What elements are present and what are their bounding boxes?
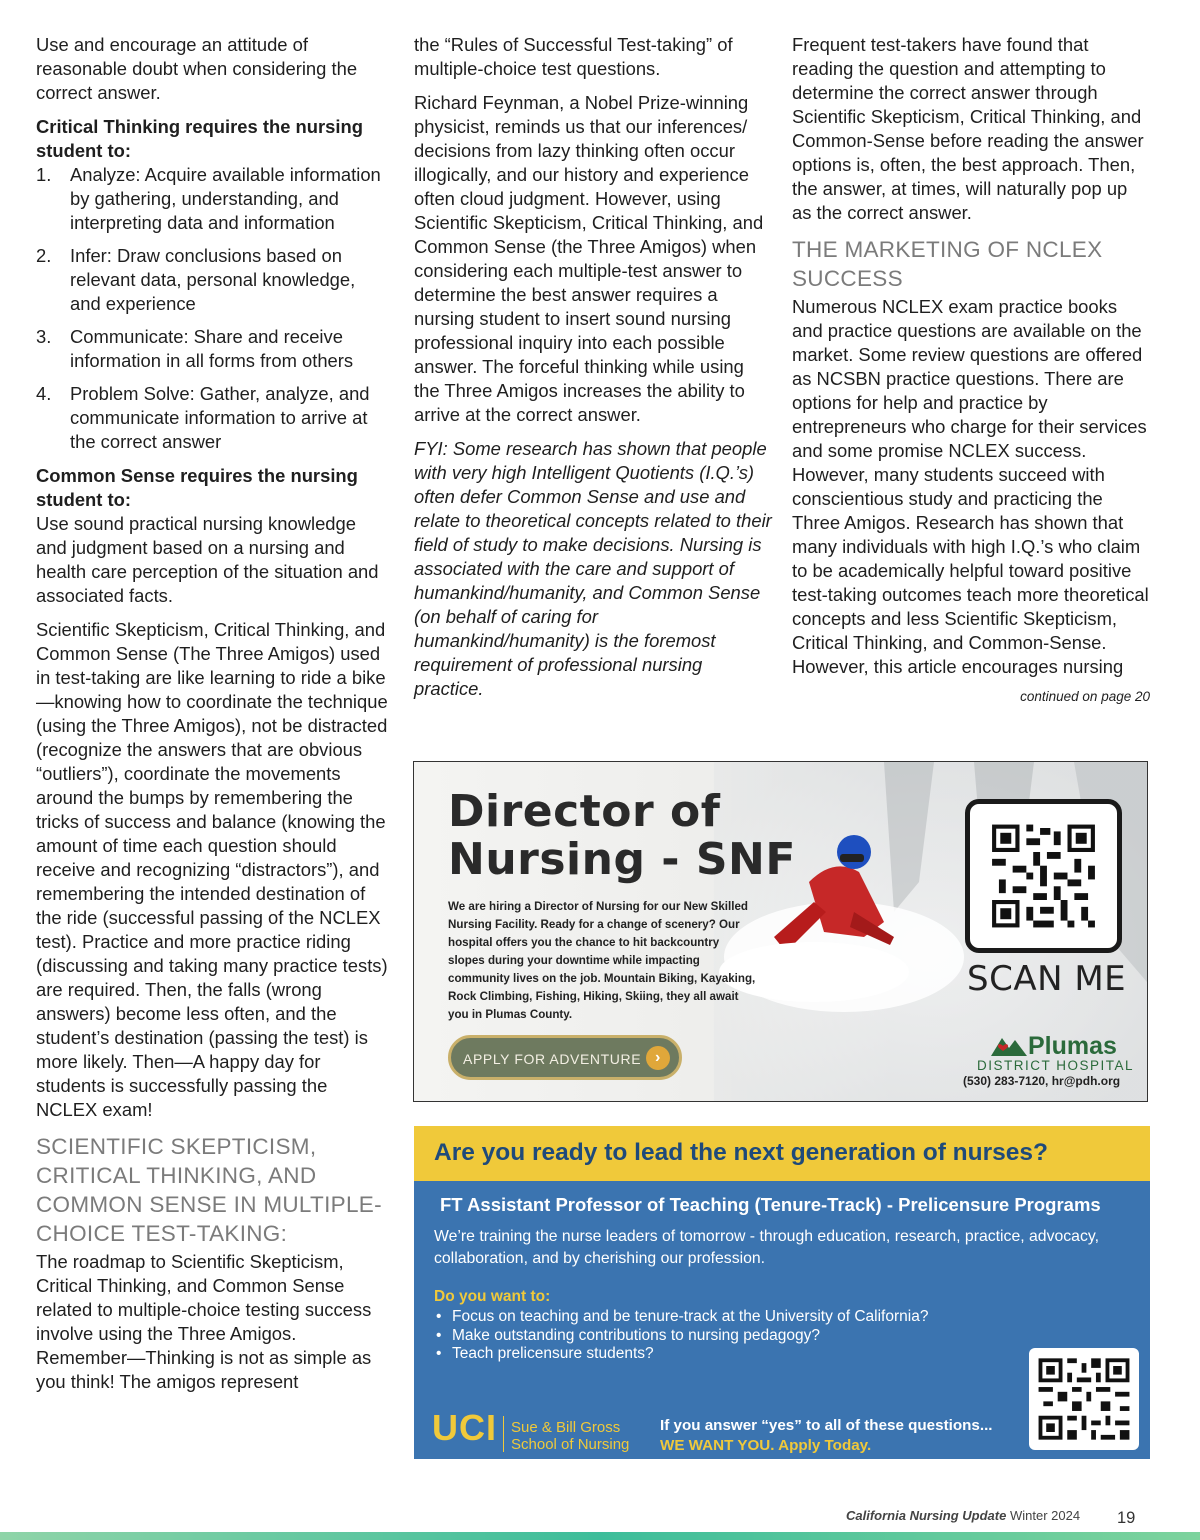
uci-qr-code[interactable] — [1029, 1348, 1139, 1450]
do-you-want-heading: Do you want to: — [434, 1288, 551, 1305]
critical-thinking-heading: Critical Thinking requires the nursing student to: — [36, 116, 363, 161]
bike-paragraph: Scientific Skepticism, Critical Thinking, and Common Sense (The Three Amigos) used in test-taking are like learning to ride a bike—knowing how to coordinate the technique (using the Three Amigos), not be distracted (recognize the answers that are obvious “outliers”), coordinate the movements around the bumps by remembering the tricks of success and balance (knowing the amount of time each question should receive and recognizing “distractors”), and remembering the intended destination of the ride (successful passing of the NCLEX test). Practice and more practice riding (discussing and taking many practice tests) are required. Then, the falls (wrong answers) become less often, and the student’s destination (passing the test) is more likely. Then—A happy day for students is successfully passing the NCLEX exam! — [36, 619, 388, 1120]
uci-logo: UCI — [432, 1407, 497, 1448]
column-3 — [792, 33, 1150, 709]
feynman-paragraph: Richard Feynman, a Nobel Prize-winning physicist, reminds us that our inferences/ decisions from lazy thinking often occur illogically, and our history and experience often cloud judgment. However, using Scientific Skepticism, Critical Thinking, and Common Sense (the Three Amigos) when considering each multiple-test answer to determine the best answer requires a nursing student to insert sound nursing professional inquiry into each possible answer. The forceful thinking while using the Three Amigos increases the ability to arrive at the correct answer. — [414, 92, 764, 425]
plumas-logo-sub: DISTRICT HOSPITAL — [977, 1058, 1135, 1073]
plumas-logo-name: Plumas — [1028, 1032, 1117, 1060]
apply-button-label: APPLY FOR ADVENTURE — [463, 1051, 642, 1067]
chevron-right-icon: › — [646, 1046, 670, 1070]
section-heading: SCIENTIFIC SKEPTICISM, CRITICAL THINKING, AND COMMON SENSE IN MULTIPLE-CHOICE TEST-TAKING: — [36, 1134, 382, 1246]
ad-body: We are hiring a Director of Nursing for our New Skilled Nursing Facility. Ready for a change of scenery? Our hospital offers you the chance to hit backcountry slopes during your downtime while impacting community lives on the job. Mountain Biking, Kayaking, Rock Climbing, Fishing, Hiking, Skiing, they all await you in Plumas County. — [448, 900, 756, 1021]
position-description: We’re training the nurse leaders of tomorrow - through education, research, practice, advocacy, collaboration, and by cherishing our profession. — [434, 1228, 1099, 1267]
school-name: Sue & Bill Gross School of Nursing — [511, 1419, 630, 1453]
qr-code-icon — [970, 804, 1117, 948]
marketing-heading: THE MARKETING OF NCLEX SUCCESS — [792, 237, 1103, 291]
continued-note: continued on page 20 — [1020, 689, 1150, 704]
footer-band — [0, 1532, 1200, 1540]
ad-headline: Are you ready to lead the next generation of nurses? — [434, 1139, 1048, 1166]
list-item: • Make outstanding contributions to nursing pedagogy? — [436, 1326, 820, 1344]
qr-code-icon — [1029, 1348, 1139, 1450]
list-item: • Teach prelicensure students? — [436, 1345, 654, 1362]
position-title: FT Assistant Professor of Teaching (Tenure-Track) - Prelicensure Programs — [440, 1194, 1101, 1215]
scan-me-label: SCAN ME — [967, 959, 1127, 999]
mountain-heart-logo-icon — [991, 1034, 1027, 1056]
footer-publication: California Nursing Update Winter 2024 — [846, 1508, 1081, 1523]
apply-for-adventure-button[interactable] — [448, 1035, 682, 1080]
call-to-action: If you answer “yes” to all of these questions... WE WANT YOU. Apply Today. — [660, 1417, 993, 1454]
uci-ad[interactable] — [414, 1126, 1150, 1459]
list-item: 1. Analyze: Acquire available information by gathering, understanding, and interpreting data and information — [36, 164, 381, 233]
qr-code-frame[interactable] — [965, 799, 1122, 953]
logo-divider — [503, 1416, 504, 1452]
list-item: 4. Problem Solve: Gather, analyze, and communicate information to arrive at the correct answer — [36, 383, 370, 452]
rules-paragraph: the “Rules of Successful Test-taking” of multiple-choice test questions. — [414, 34, 733, 79]
ad-title: Director of Nursing - SNF — [448, 786, 796, 885]
common-sense-heading: Common Sense requires the nursing student to: — [36, 465, 358, 510]
column-2 — [414, 33, 772, 711]
list-item: 3. Communicate: Share and receive information in all forms from others — [36, 326, 354, 371]
benefit-list — [434, 1308, 928, 1364]
page-number: 19 — [1117, 1509, 1136, 1527]
roadmap-paragraph: The roadmap to Scientific Skepticism, Critical Thinking, and Common Sense related to multiple-choice testing success involve using the Three Amigos. Remember—Thinking is not as simple as you think! The amigos represent — [36, 1251, 372, 1392]
list-item: • Focus on teaching and be tenure-track at the University of California? — [436, 1308, 929, 1325]
intro-paragraph: Use and encourage an attitude of reasonable doubt when considering the correct answer. — [36, 34, 358, 103]
critical-thinking-list — [36, 163, 388, 454]
marketing-paragraph: Numerous NCLEX exam practice books and practice questions are available on the market. Some review questions are offered as NCSBN practice questions. There are options for help and practice by entrepreneurs who charge for their services and some promise NCLEX success. However, many students succeed with conscientious study and practicing the Three Amigos. Research has shown that many individuals with high I.Q.’s who claim to be academically helpful toward positive test-taking outcomes teach more theoretical concepts and less Scientific Skepticism, Critical Thinking, and Common-Sense. However, this article encourages nursing — [792, 296, 1149, 677]
common-sense-paragraph: Use sound practical nursing knowledge and judgment based on a nursing and health care perception of the situation and associated facts. — [36, 513, 379, 606]
ad-headline-bar — [414, 1126, 1150, 1181]
plumas-ad[interactable] — [413, 761, 1148, 1102]
column-1 — [36, 33, 388, 1404]
list-item: 2. Infer: Draw conclusions based on relevant data, personal knowledge, and experience — [36, 245, 356, 314]
fyi-paragraph: FYI: Some research has shown that people with very high Intelligent Quotients (I.Q.’s) often defer Common Sense and use and relate to theoretical concepts related to their field of study to make decisions. Nursing is associated with the care and support of humankind/humanity, and Common Sense (on behalf of caring for humankind/humanity) is the foremost requirement of professional nursing practice. — [414, 438, 772, 699]
contact-info[interactable]: (530) 283-7120, hr@pdh.org — [963, 1074, 1121, 1088]
test-takers-paragraph: Frequent test-takers have found that reading the question and attempting to determine the correct answer through Scientific Skepticism, Critical Thinking, and Common-Sense before reading the answer options is, often, the best approach. Then, the answer, at times, will naturally pop up as the correct answer. — [792, 34, 1144, 223]
